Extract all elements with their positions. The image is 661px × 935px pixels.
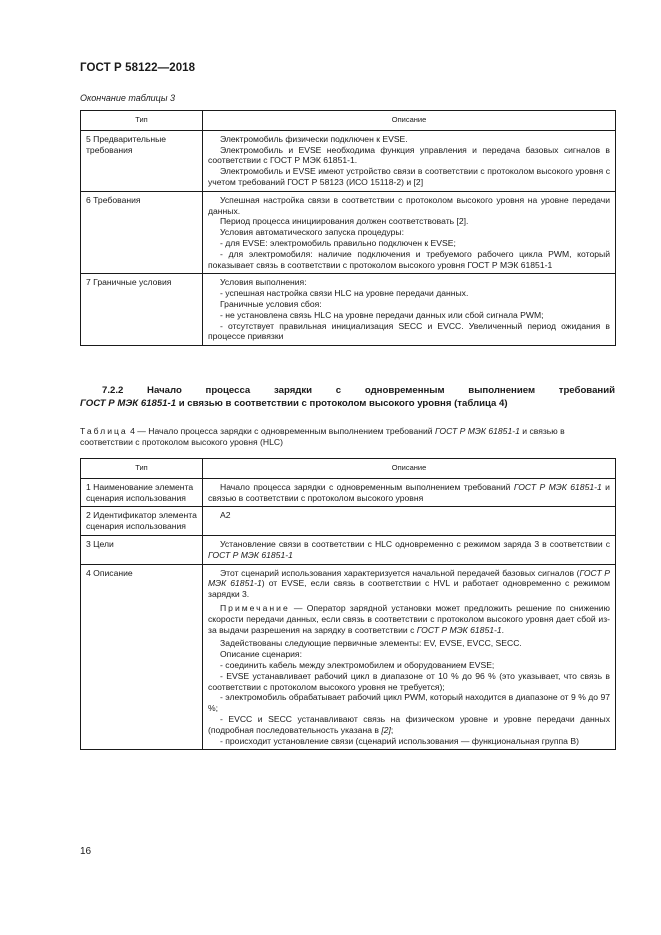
desc-paragraph: - для электромобиля: наличие подключения и требуемого рабочего цикла PWM, который показывает связь в соответствии с протоколом высокого уровня ГОСТ Р МЭК 61851-1: [208, 248, 610, 270]
row-type: 1 Наименование элемента сценария использования: [81, 478, 203, 507]
table-row: [81, 478, 616, 507]
desc-paragraph: Граничные условия сбоя:: [220, 298, 322, 309]
table-row: [81, 535, 616, 564]
std-reference: ГОСТ Р МЭК 61851-1: [435, 426, 520, 436]
table-label: Таблица: [80, 426, 128, 436]
std-reference: ГОСТ Р МЭК 61851-1: [208, 567, 610, 589]
desc-paragraph: Задействованы следующие первичные элементы: EV, EVSE, EVCC, SECC.: [220, 638, 522, 649]
desc-paragraph: Электромобиль и EVSE необходима функция управления и передача базовых сигналов в соответствии с ГОСТ Р МЭК 61851-1.: [208, 144, 610, 166]
col-type-header: Тип: [81, 111, 203, 131]
row-type: 4 Описание: [81, 564, 203, 750]
desc-text: ) от EVSE, если связь в соответствии с HVL и работает одновременно с режимом зарядки 3.: [208, 578, 610, 600]
desc-paragraph: Успешная настройка связи в соответствии с протоколом высокого уровня на уровне передачи данных.: [208, 194, 610, 216]
desc-text: - EVCC и SECC устанавливают связь на физическом уровне и уровне передачи данных (подробная последовательность указана в: [208, 713, 610, 735]
page-number: 16: [80, 846, 92, 857]
desc-paragraph: [208, 714, 610, 736]
row-description: [203, 507, 616, 536]
section-heading-line1: 7.2.2 Начало процесса зарядки с одновременным выполнением требований: [102, 385, 615, 396]
table3: [80, 110, 616, 346]
row-type: 7 Граничные условия: [81, 274, 203, 346]
row-type: 2 Идентификатор элемента сценария использования: [81, 507, 203, 536]
table-row: [81, 130, 616, 191]
desc-paragraph: Электромобиль физически подключен к EVSE.: [220, 133, 408, 144]
desc-paragraph: Описание сценария:: [220, 649, 302, 660]
row-type: 5 Предварительные требования: [81, 130, 203, 191]
desc-paragraph: [208, 539, 610, 561]
desc-paragraph: - соединить кабель между электромобилем и оборудованием EVSE;: [220, 659, 495, 670]
desc-paragraph: - происходит установление связи (сценарий использования — функциональная группа B): [220, 735, 579, 746]
row-type: 3 Цели: [81, 535, 203, 564]
note-label: Примечание: [220, 602, 290, 613]
table-row: [81, 507, 616, 536]
desc-paragraph: Период процесса инициирования должен соответствовать [2].: [220, 216, 469, 227]
col-desc-header: Описание: [203, 459, 616, 479]
desc-paragraph: - электромобиль обрабатывает рабочий цикл PWM, который находится в диапазоне от 9 % до 97 %;: [208, 692, 610, 714]
desc-text: Начало процесса зарядки с одновременным выполнением требований: [220, 481, 514, 492]
table3-caption: Окончание таблицы 3: [80, 93, 175, 103]
table3-header-row: [81, 111, 616, 131]
desc-paragraph: - не установлена связь HLC на уровне передачи данных или сбой сигнала PWM;: [220, 309, 544, 320]
desc-text: ;: [390, 724, 394, 735]
std-reference: ГОСТ Р МЭК 61851-1: [416, 624, 502, 635]
caption-text: и связью в соответствии с протоколом высокого уровня (HLC): [80, 426, 565, 447]
desc-paragraph: Условия автоматического запуска процедуры:: [220, 227, 404, 238]
desc-paragraph: - для EVSE: электромобиль правильно подключен к EVSE;: [220, 237, 456, 248]
std-reference: ГОСТ Р МЭК 61851-1: [513, 481, 602, 492]
row-description: [203, 191, 616, 274]
desc-paragraph: A2: [220, 510, 231, 521]
table-row: [81, 274, 616, 346]
note-paragraph: [208, 603, 610, 635]
table4: [80, 458, 616, 750]
section-heading-line2: [80, 398, 508, 409]
row-type: 6 Требования: [81, 191, 203, 274]
desc-paragraph: - успешная настройка связи HLC на уровне передачи данных.: [220, 288, 469, 299]
section-heading-rest: и связью в соответствии с протоколом высокого уровня (таблица 4): [176, 397, 508, 409]
col-type-header: Тип: [81, 459, 203, 479]
row-description: [203, 274, 616, 346]
row-description: [203, 130, 616, 191]
desc-paragraph: - отсутствует правильная инициализация SECC и EVCC. Увеличенный период ожидания в процессе привязки: [208, 320, 610, 342]
note-text: .: [501, 624, 505, 635]
desc-paragraph: [208, 482, 610, 504]
reference: [2]: [381, 724, 391, 735]
desc-text: Этот сценарий использования характеризуется начальной передачей базовых сигналов (: [220, 567, 580, 578]
table-row: [81, 191, 616, 274]
desc-paragraph: Условия выполнения:: [220, 277, 307, 288]
std-reference: ГОСТ Р МЭК 61851-1: [208, 549, 293, 560]
row-description: [203, 478, 616, 507]
section-heading: [80, 385, 615, 410]
table-row: [81, 564, 616, 750]
table4-header-row: [81, 459, 616, 479]
desc-paragraph: Электромобиль и EVSE имеют устройство связи в соответствии с протоколом высокого уровня с учетом требований ГОСТ Р 58123 (ИСО 15118-2) и [2]: [208, 166, 610, 187]
row-description: [203, 535, 616, 564]
desc-text: Установление связи в соответствии с HLC одновременно с режимом заряда 3 в соответствии с: [220, 538, 610, 549]
desc-paragraph: [208, 568, 610, 600]
std-reference: ГОСТ Р МЭК 61851-1: [80, 397, 177, 409]
standard-header: ГОСТ Р 58122—2018: [80, 62, 196, 74]
table4-caption: [80, 426, 615, 448]
row-description: [203, 564, 616, 750]
col-desc-header: Описание: [203, 111, 616, 131]
desc-paragraph: - EVSE устанавливает рабочий цикл в диапазоне от 10 % до 96 % (это указывает, что связь в соответствии с протоколом высокого уровня не требуется);: [208, 670, 610, 692]
note-text: — Оператор зарядной установки может предложить решение по снижению скорости передачи данных, если связь в соответствии с протоколом высокого уровня дает сбой из-за выдачи разрешения на зарядку в соответствии с: [208, 602, 610, 635]
caption-text: 4 — Начало процесса зарядки с одновременным выполнением требований: [127, 426, 435, 436]
desc-text: и связью в соответствии с протоколом высокого уровня: [208, 481, 610, 503]
